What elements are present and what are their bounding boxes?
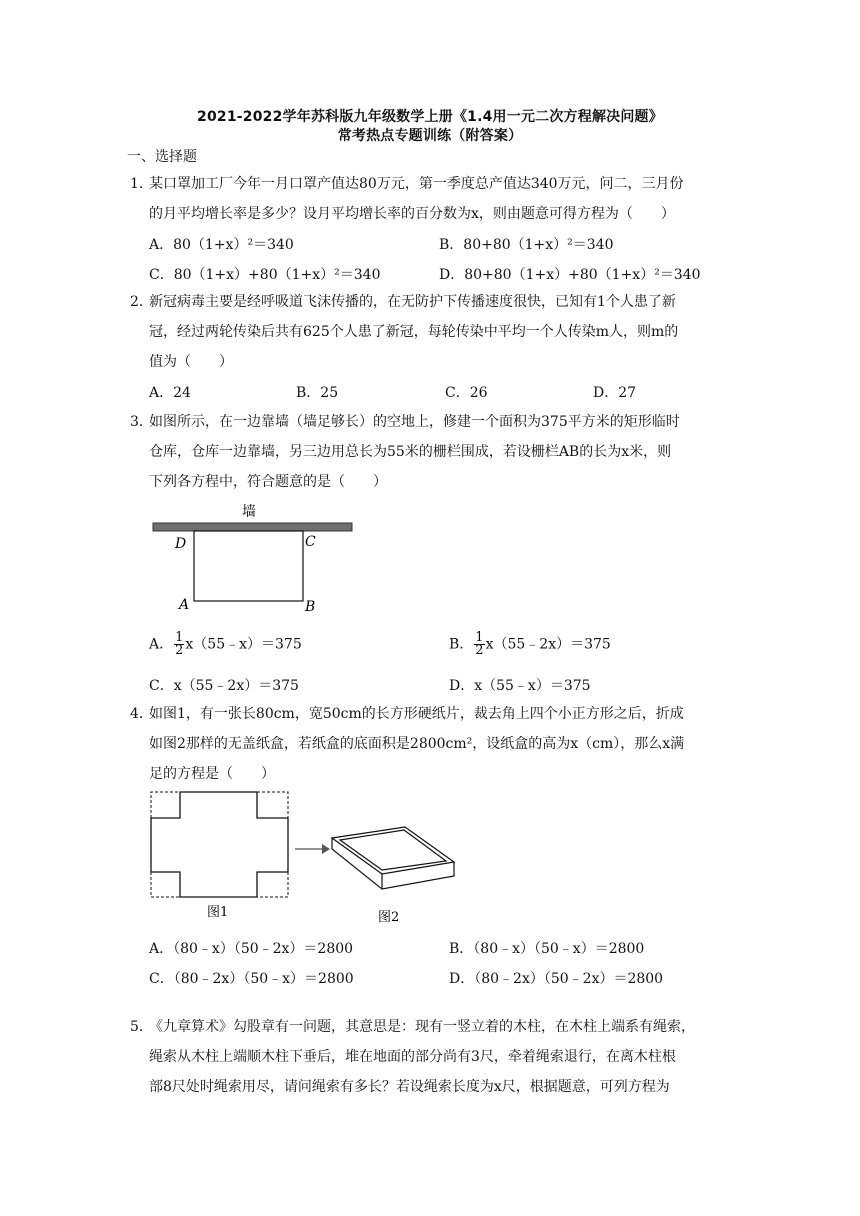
question-number: 2．	[130, 294, 153, 310]
figure-2-open-box	[332, 827, 454, 889]
option-d: D．（80﹣2x）（50﹣2x）＝2800	[449, 971, 664, 987]
question-text-line: 如图1，有一张长80cm，宽50cm的长方形硬纸片，裁去角上四个小正方形之后，折成	[149, 706, 684, 722]
question-text-line: 足的方程是（ ）	[149, 766, 275, 782]
question-text-line: 新冠病毒主要是经呼吸道飞沫传播的，在无防护下传播速度很快，已知有1个人患了新	[149, 294, 676, 310]
document-title-line2: 常考热点专题训练（附答案）	[337, 128, 523, 144]
question-text-line: 值为（ ）	[149, 354, 233, 370]
question-text-line: 《九章算术》勾股章有一问题，其意思是：现有一竖立着的木柱，在木柱上端系有绳索，	[149, 1019, 695, 1035]
option-c: C．（80﹣2x）（50﹣x）＝2800	[149, 971, 354, 987]
wall-label: 墙	[242, 504, 256, 520]
option-c: C．26	[445, 385, 488, 401]
question-text-line: 仓库，仓库一边靠墙，另三边用总长为55米的栅栏围成，若设栅栏AB的长为x米，则	[149, 444, 672, 460]
option-expression: x（55﹣x）＝375	[185, 636, 302, 653]
option-c: C．x（55﹣2x）＝375	[149, 678, 299, 694]
paper-box-figure	[146, 788, 466, 930]
fraction-numerator: 1	[175, 630, 184, 645]
wall-rectangle-figure	[150, 498, 360, 616]
figure-1-label: 图1	[207, 905, 229, 920]
option-expression: x（55﹣2x）＝375	[485, 636, 611, 653]
question-text-line: 部8尺处时绳索用尽，请问绳索有多长？若设绳索长度为x尺，根据题意，可列方程为	[149, 1079, 670, 1095]
section-title: 一、选择题	[127, 149, 197, 165]
point-label-c: C	[305, 534, 316, 550]
option-b: B．（80﹣x）（50﹣x）＝2800	[449, 941, 645, 957]
warehouse-rectangle	[194, 531, 303, 601]
arrow-right-icon	[295, 844, 330, 854]
question-text-line: 冠，经过两轮传染后共有625个人患了新冠，每轮传染中平均一个人传染m人，则m的	[149, 324, 679, 340]
document-title-line1: 2021-2022学年苏科版九年级数学上册《1.4用一元二次方程解决问题》	[197, 109, 663, 125]
option-c: C．80（1+x）+80（1+x）²＝340	[149, 267, 381, 283]
option-letter: A．	[149, 636, 174, 653]
option-b: B．25	[296, 385, 339, 401]
option-b: B．80+80（1+x）²＝340	[439, 237, 614, 253]
question-text-line: 某口罩加工厂今年一月口罩产值达80万元，第一季度总产值达340万元，问二，三月份	[149, 176, 684, 192]
option-b	[449, 632, 611, 657]
option-d: D．80+80（1+x）+80（1+x）²＝340	[439, 267, 701, 283]
cut-corner-squares	[151, 792, 288, 897]
question-number: 4．	[130, 706, 153, 722]
question-text-line: 如图所示，在一边靠墙（墙足够长）的空地上，修建一个面积为375平方米的矩形临时	[149, 414, 680, 430]
figure-2-label: 图2	[378, 910, 400, 925]
fraction-half	[174, 632, 184, 657]
wall-bar	[153, 523, 352, 531]
question-text-line: 的月平均增长率是多少？设月平均增长率的百分数为x，则由题意可得方程为（ ）	[149, 206, 675, 222]
question-text-line: 如图2那样的无盖纸盒，若纸盒的底面积是2800cm²，设纸盒的高为x（cm），那么x满	[149, 736, 685, 752]
question-number: 3．	[130, 414, 153, 430]
question-text-line: 下列各方程中，符合题意的是（ ）	[149, 474, 387, 490]
question-number: 1．	[130, 176, 153, 192]
option-letter: B．	[449, 636, 474, 653]
point-label-b: B	[305, 599, 316, 615]
question-text-line: 绳索从木柱上端顺木柱下垂后，堆在地面的部分尚有3尺，牵着绳索退行，在离木柱根	[149, 1049, 676, 1065]
option-a	[149, 632, 302, 657]
option-d: D．27	[593, 385, 637, 401]
fraction-denominator: 2	[475, 643, 484, 658]
option-a: A．80（1+x）²＝340	[149, 237, 294, 253]
fraction-half	[474, 632, 484, 657]
option-a: A．（80﹣x）（50﹣2x）＝2800	[149, 941, 354, 957]
point-label-a: A	[179, 597, 190, 613]
figure-1-cut-paper	[151, 792, 288, 920]
point-label-d: D	[175, 536, 187, 552]
cut-paper-outline	[151, 792, 288, 897]
option-a: A．24	[149, 385, 191, 401]
fraction-numerator: 1	[475, 630, 484, 645]
fraction-denominator: 2	[175, 643, 184, 658]
question-number: 5．	[130, 1019, 153, 1035]
option-d: D．x（55﹣x）＝375	[449, 678, 591, 694]
